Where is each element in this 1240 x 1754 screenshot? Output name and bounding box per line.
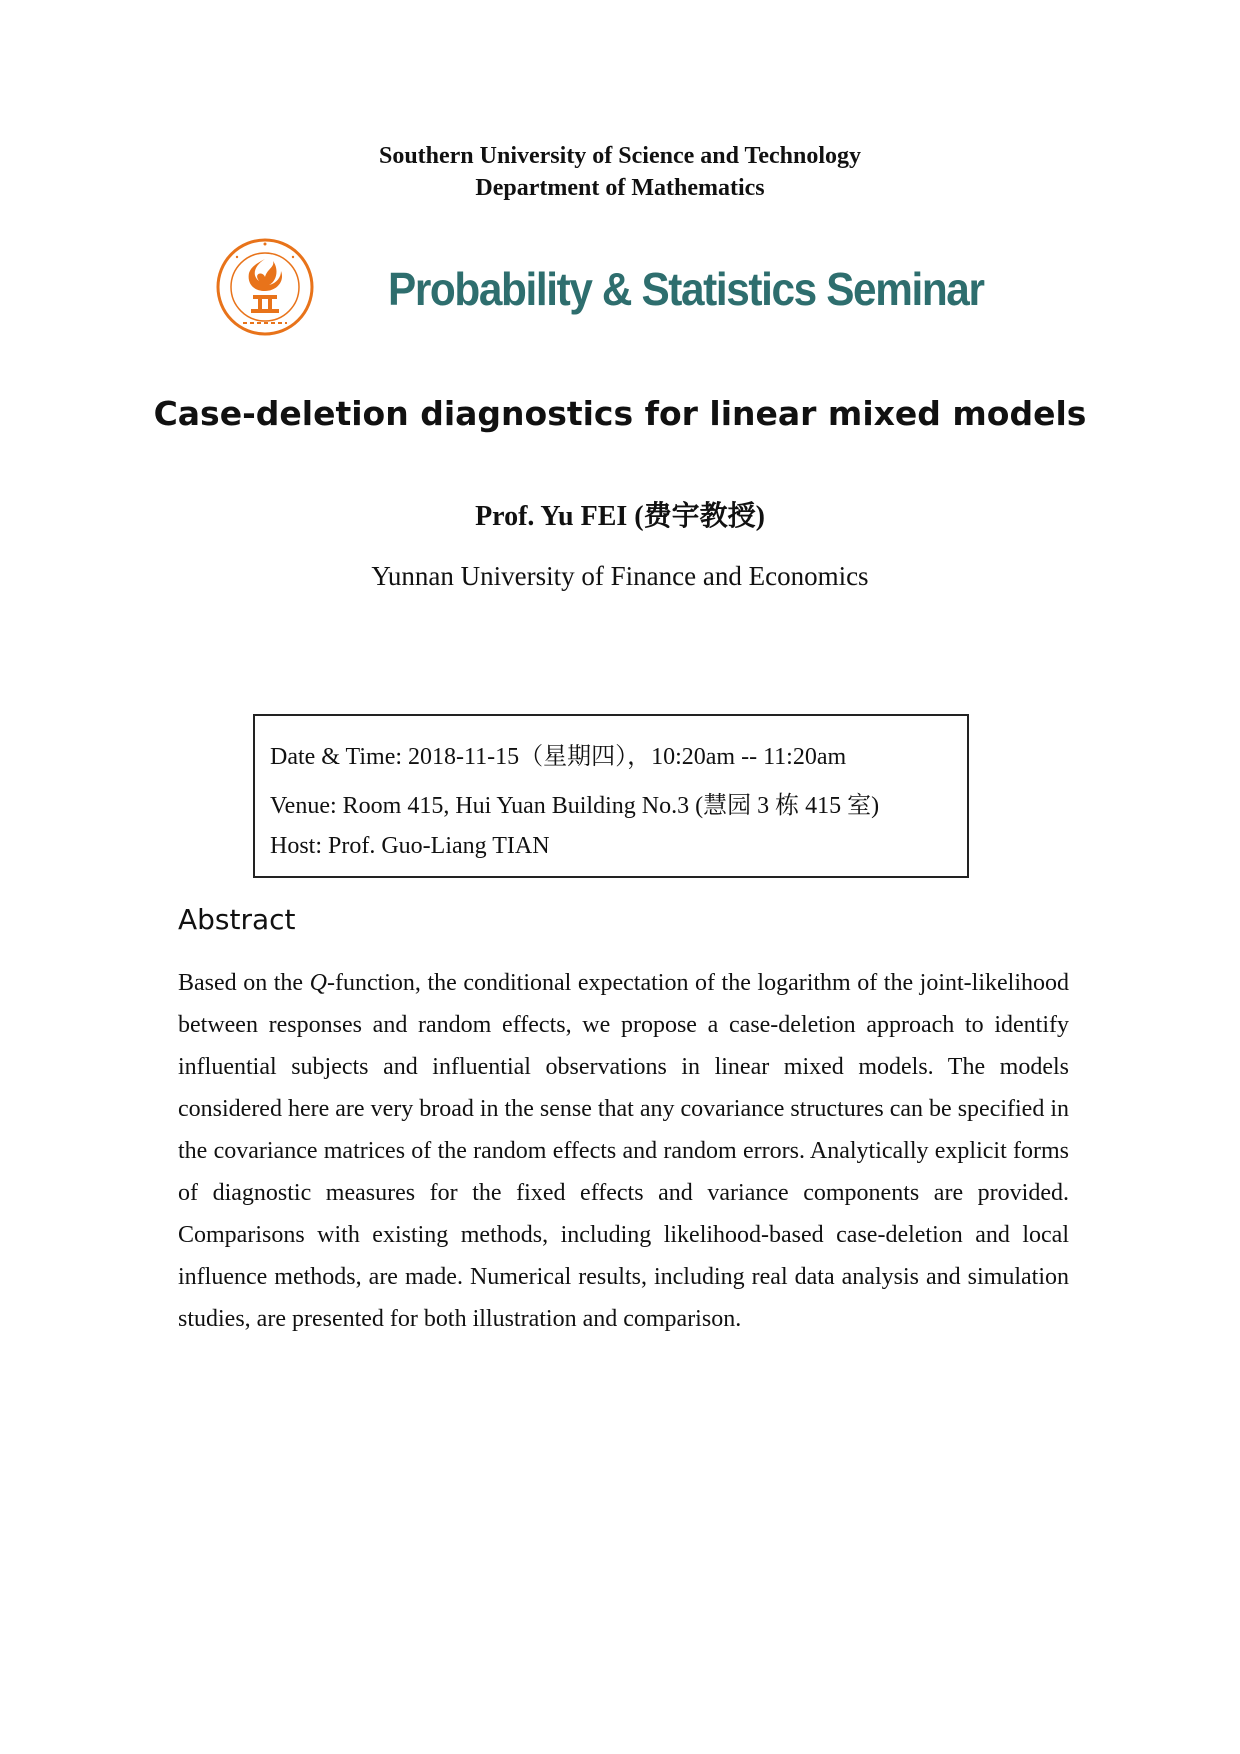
abstract-text-rest: -function, the conditional expectation of the logarithm of the joint-likelihood between responses and random effects, we propose a case-deletion approach to identify influential subjects and influential observations in linear mixed models. The models considered here are very broad in the sense that any covariance structures can be specified in the covariance matrices of the random effects and random errors. Analytically explicit forms of diagnostic measures for the fixed effects and variance components are provided. Comparisons with existing methods, including likelihood-based case-deletion and local influence methods, are made. Numerical results, including real data analysis and simulation studies, are presented for both illustration and comparison. [178, 970, 1069, 1332]
host: Host: Prof. Guo-Liang TIAN [270, 833, 550, 859]
department-name: Department of Mathematics [475, 175, 765, 201]
q-function-symbol: Q [309, 970, 327, 996]
university-name: Southern University of Science and Technology [378, 143, 862, 169]
talk-title: Case-deletion diagnostics for linear mixed models [153, 394, 1087, 433]
sustech-logo-icon [215, 237, 315, 337]
seminar-title: Probability & Statistics Seminar [388, 263, 984, 315]
date-time: Date & Time: 2018-11-15（星期四），10:20am -- 11:20am [270, 744, 847, 770]
abstract-text-start: Based on the [178, 970, 310, 996]
event-details-box [253, 714, 969, 878]
abstract-heading: Abstract [178, 903, 296, 936]
venue: Venue: Room 415, Hui Yuan Building No.3 (慧园 3 栋 415 室) [270, 793, 880, 819]
speaker-affiliation: Yunnan University of Finance and Economics [371, 561, 869, 591]
abstract-text [178, 962, 1069, 1340]
speaker-name: Prof. Yu FEI (费宇教授) [475, 501, 765, 532]
